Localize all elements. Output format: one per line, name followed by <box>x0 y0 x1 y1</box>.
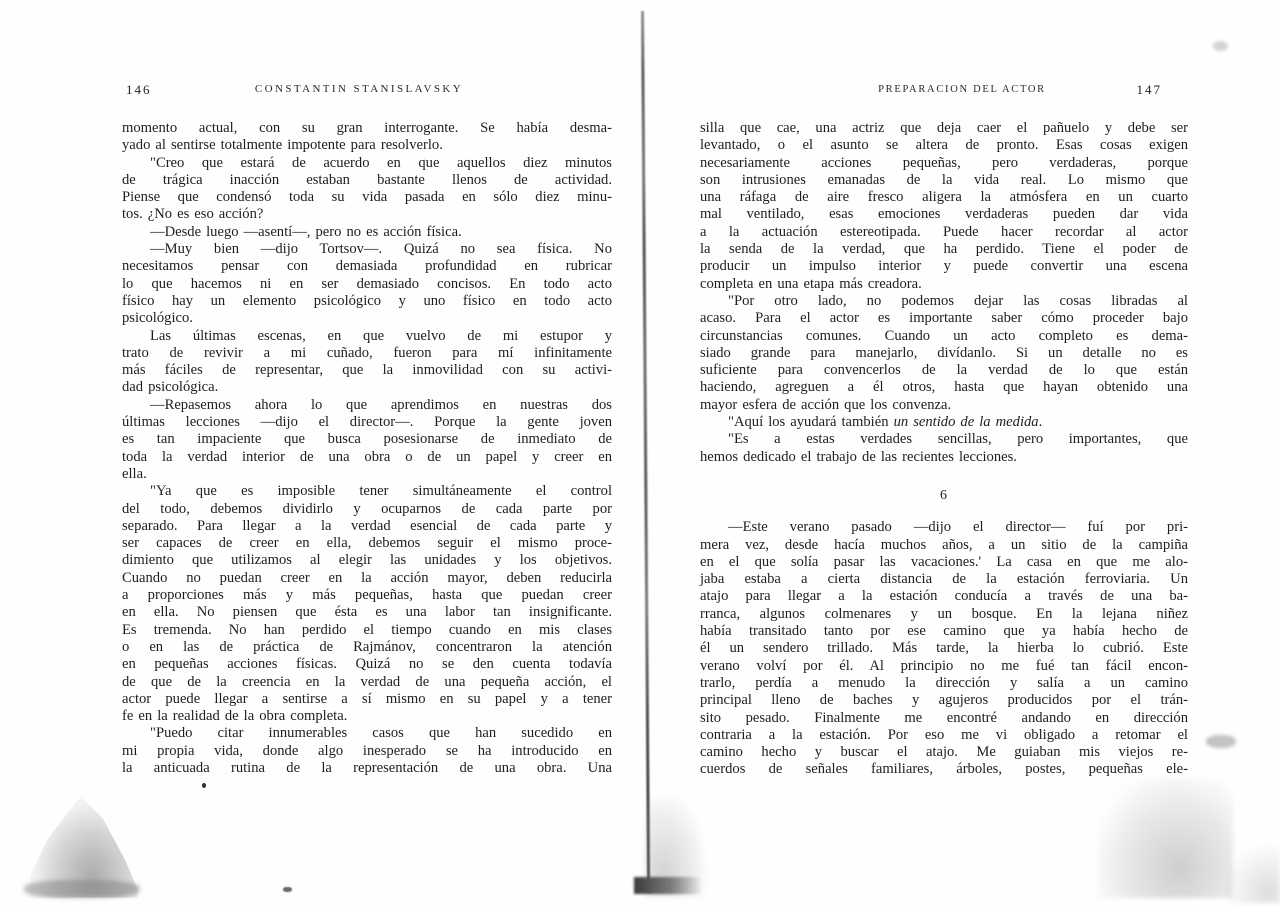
text-line: producir un impulso interior y puede convertir una escena <box>700 258 1188 275</box>
text-line: de que de la creencia en la verdad de una pequeña acción, el <box>122 673 612 690</box>
text-line: ella. <box>122 465 147 482</box>
right-page-text-bottom <box>700 519 1188 778</box>
text-line: del todo, debemos dividirlo y ocuparnos de cada parte por <box>122 500 612 517</box>
text-line: o en las de práctica de Rajmánov, concentraron la atención <box>122 638 612 655</box>
text-line: trarlo, perdía a menudo la dirección y salía a un camino <box>700 674 1188 691</box>
top-right-smudge <box>1213 41 1228 51</box>
text-line: —Repasemos ahora lo que aprendimos en nuestras dos <box>150 396 612 413</box>
text-line: contraria a la estación. Por eso me vi obligado a retomar el <box>700 726 1188 743</box>
right-page-text <box>700 120 1188 779</box>
text-line: levantado, o el asunto se altera de pronto. Esas cosas exigen <box>700 137 1188 154</box>
text-line: "Es a estas verdades sencillas, pero importantes, que <box>728 431 1188 448</box>
text-line: trato de revivir a mi cuñado, fueron para mí infinitamente <box>122 344 612 361</box>
text-line: son intrusiones emanadas de la vida real. Lo mismo que <box>700 171 1188 188</box>
text-line: "Creo que estará de acuerdo en que aquellos diez minutos <box>150 154 612 171</box>
text-line: principal lleno de baches y agujeros producidos por el trán- <box>700 692 1188 709</box>
text-line: toda la verdad interior de una obra o de un papel y creer en <box>122 448 612 465</box>
text-line: mi propia vida, donde algo inesperado se ha introducido en <box>122 742 612 759</box>
text-line: momento actual, con su gran interrogante. Se había desma- <box>122 120 612 136</box>
text-line: psicológico. <box>122 310 193 327</box>
text-line: haciendo, agreguen a él otros, hasta que hayan obtenido una <box>700 379 1188 396</box>
text-line: de trágica inacción estaban bastante llenos de actividad. <box>122 171 612 188</box>
text-line: separado. Para llegar a la verdad esencial de cada parte y <box>122 517 612 534</box>
text-line: físico hay un elemento psicológico y uno físico en todo acto <box>122 292 612 309</box>
text-line: acaso. Para el actor es importante saber cómo proceder bajo <box>700 310 1188 327</box>
book-gutter-shadow <box>641 11 650 893</box>
text-line: jaba estaba a cierta distancia de la estación ferroviaria. Un <box>700 571 1188 588</box>
text-line: fe en la realidad de la obra completa. <box>122 708 348 725</box>
text-line: la anticuada rutina de la representación de una obra. Una <box>122 759 612 776</box>
left-page-text <box>122 120 612 777</box>
text-line: "Puedo citar innumerables casos que han sucedido en <box>150 725 612 742</box>
text-line: una ráfaga de aire fresco aligera la atmósfera en un cuarto <box>700 189 1188 206</box>
text-line: en ella. No piensen que ésta es una labor tan insignificante. <box>122 604 612 621</box>
right-page-number: 147 <box>1136 82 1162 97</box>
text-line: actor puede llegar a sentirse a sí mismo en su papel y a tener <box>122 690 612 707</box>
text-line: la senda de la verdad, que ha perdido. Tiene el poder de <box>700 241 1188 258</box>
text-line: "Por otro lado, no podemos dejar las cosas libradas al <box>728 292 1188 309</box>
text-line: mayor esfera de acción que los convenza. <box>700 396 952 413</box>
text-line: suficiente para convencerlos de la verdad de lo que están <box>700 362 1188 379</box>
text-line: silla que cae, una actriz que deja caer el pañuelo y debe ser <box>700 120 1188 136</box>
text-line: circunstancias comunes. Cuando un acto completo es dema- <box>700 327 1188 344</box>
text-line: Es tremenda. No han perdido el tiempo cuando en mis clases <box>122 621 612 638</box>
text-line: sito pesado. Finalmente me encontré andando en dirección <box>700 709 1188 726</box>
text-line: más fáciles de representar, que la inmovilidad con su activi- <box>122 362 612 379</box>
text-line: "Aquí los ayudará también un sentido de la medida. <box>728 414 1043 431</box>
text-line: —Este verano pasado —dijo el director— fuí por pri- <box>728 519 1188 536</box>
bottom-right-smudge <box>1098 778 1233 898</box>
text-line: él un sendero trillado. Más tarde, la hierba lo cubrió. Este <box>700 640 1188 657</box>
text-line: rranca, algunos colmenares y un bosque. En la lejana niñez <box>700 605 1188 622</box>
text-line: Cuando no puedan creer en la acción mayor, deben reducirla <box>122 569 612 586</box>
left-running-title: CONSTANTIN STANISLAVSKY <box>254 83 464 95</box>
text-line: a proporciones más y más pequeñas, hasta que puedan creer <box>122 587 612 604</box>
text-line: había transitado tanto por ese camino que ya había hecho de <box>700 623 1188 640</box>
text-line: completa en una etapa más creadora. <box>700 275 922 292</box>
text-line: verano volví por él. Al principio no me fué tan fácil encon- <box>700 657 1188 674</box>
text-line: mera vez, desde hacía muchos años, a un sitio de la campiña <box>700 536 1188 553</box>
right-running-title: PREPARACION DEL ACTOR <box>878 84 1046 95</box>
text-line: camino hecho y buscar el atajo. Me guiaban mis viejos re- <box>700 744 1188 761</box>
text-line: —Muy bien —dijo Tortsov—. Quizá no sea física. No <box>150 241 612 258</box>
left-page-number: 146 <box>126 82 152 97</box>
text-line: necesariamente acciones pequeñas, pero verdaderas, porque <box>700 154 1188 171</box>
text-line: "Ya que es imposible tener simultáneamente el control <box>150 483 612 500</box>
text-line: yado al sentirse totalmente impotente para resolverlo. <box>122 137 443 154</box>
gutter-bottom-dark-mark <box>634 877 702 894</box>
text-line: ser capaces de creer en ella, debemos seguir el mismo proce- <box>122 535 612 552</box>
text-line: Las últimas escenas, en que vuelvo de mi estupor y <box>150 327 612 344</box>
text-line: atajo para llegar a la estación conducía a través de una ba- <box>700 588 1188 605</box>
text-line: en el que solía pasar las vacaciones.' La casa en que me alo- <box>700 553 1188 570</box>
stray-ink-dot <box>202 783 206 788</box>
right-page-text-top <box>700 120 1188 466</box>
text-line: necesitamos pensar con demasiada profundidad en rubricar <box>122 258 612 275</box>
text-line: —Desde luego —asentí—, pero no es acción física. <box>150 223 462 240</box>
bottom-right-corner-smudge <box>1225 845 1280 903</box>
text-line: mal ventilado, esas emociones verdaderas pueden dar vida <box>700 206 1188 223</box>
text-line: dad psicológica. <box>122 379 219 396</box>
right-edge-smudge <box>1206 735 1236 748</box>
section-number-heading: 6 <box>940 487 948 503</box>
stray-ink-mark <box>283 887 292 892</box>
text-line: cuerdos de señales familiares, árboles, postes, pequeñas ele- <box>700 761 1188 778</box>
text-line: Piense que condensó toda su vida pasada en sólo diez minu- <box>122 189 612 206</box>
right-page-header <box>700 82 1188 98</box>
text-line: siado grande para manejarlo, divídanlo. Si un detalle no es <box>700 344 1188 361</box>
text-line: tos. ¿No es eso acción? <box>122 206 264 223</box>
bottom-left-smudge-base <box>24 880 140 898</box>
text-line: últimas lecciones —dijo el director—. Porque la gente joven <box>122 414 612 431</box>
text-line: dimiento que utilizamos al elegir las unidades y los objetivos. <box>122 552 612 569</box>
left-page-header <box>122 82 612 98</box>
text-line: hemos dedicado el trabajo de las recientes lecciones. <box>700 448 1017 465</box>
text-line: a la actuación estereotipada. Puede hacer recordar al actor <box>700 223 1188 240</box>
text-line: lo que hacemos ni en ser demasiado concisos. En todo acto <box>122 275 612 292</box>
text-line: es tan impaciente que busca posesionarse de inmediato de <box>122 431 612 448</box>
text-line: en pequeñas acciones físicas. Quizá no se den cuenta todavía <box>122 656 612 673</box>
